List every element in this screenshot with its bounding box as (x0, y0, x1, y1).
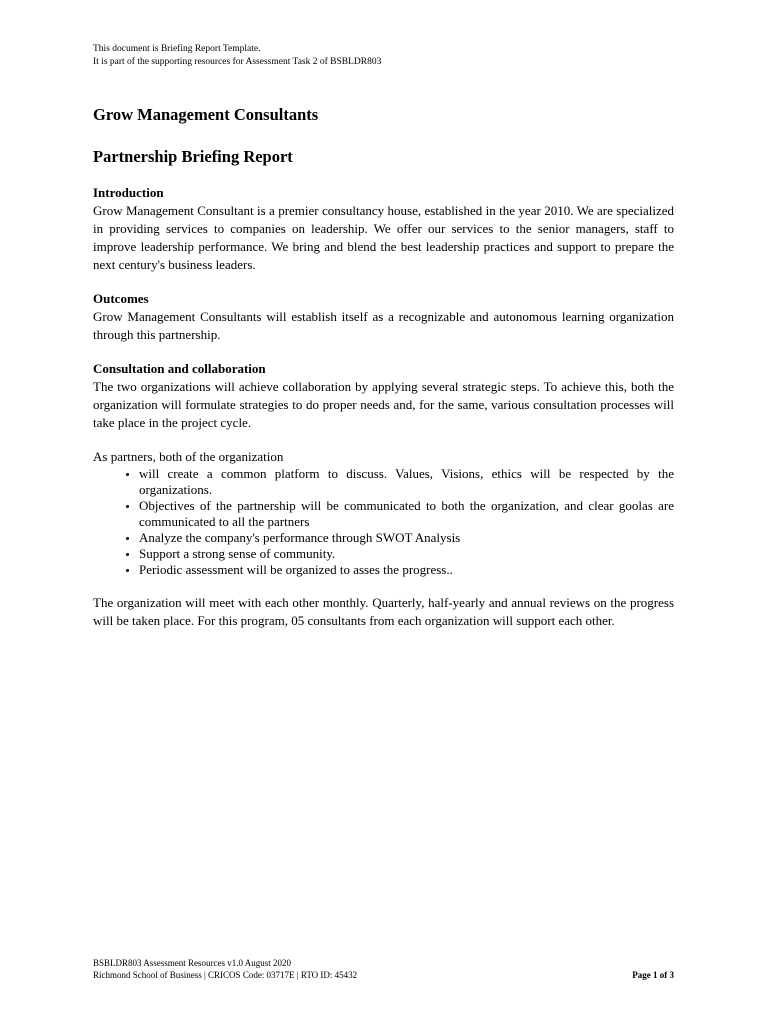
closing-paragraph: The organization will meet with each other monthly. Quarterly, half-yearly and annual reviews on the progress will be taken place. For this program, 05 consultants from each organization will support each other. (93, 595, 674, 628)
footer-line-2: Richmond School of Business | CRICOS Code: 03717E | RTO ID: 45432 (93, 970, 358, 980)
consultation-body: The two organizations will achieve collaboration by applying several strategic steps. To achieve this, both the organization will formulate strategies to do proper needs and, for the same, various consultation processes will take place in the project cycle. (93, 379, 674, 430)
introduction-body: Grow Management Consultant is a premier consultancy house, established in the year 2010. We are specialized in providing services to companies on leadership. We offer our services to the senior managers, staff to improve leadership performance. We bring and blend the best leadership practices and support to prepare the next century's business leaders. (93, 203, 674, 272)
introduction-heading: Introduction (93, 185, 164, 200)
consultation-section (93, 360, 674, 432)
list-item: • will create a common platform to discuss. Values, Visions, ethics will be respected by the organizations. (139, 466, 674, 498)
page-number: Page 1 of 3 (632, 970, 674, 980)
footer-line-1: BSBLDR803 Assessment Resources v1.0 August 2020 (93, 958, 292, 968)
list-item: • Analyze the company's performance through SWOT Analysis (139, 530, 674, 546)
partners-lead: As partners, both of the organization (93, 449, 284, 464)
consultation-heading: Consultation and collaboration (93, 361, 266, 376)
outcomes-body: Grow Management Consultants will establish itself as a recognizable and autonomous learning organization through this partnership. (93, 309, 674, 342)
page-footer (93, 957, 674, 981)
document-body (93, 104, 674, 630)
list-item: • Support a strong sense of community. (139, 546, 674, 562)
outcomes-section (93, 290, 674, 344)
partner-bullet-list (93, 466, 674, 578)
header-line-1: This document is Briefing Report Template. (93, 44, 261, 54)
introduction-section (93, 184, 674, 274)
header-line-2: It is part of the supporting resources for Assessment Task 2 of BSBLDR803 (93, 57, 382, 67)
list-item: • Periodic assessment will be organized to asses the progress.. (139, 562, 674, 578)
list-item: • Objectives of the partnership will be communicated to both the organization, and clear goolas are communicated to all the partners (139, 498, 674, 530)
document-subtitle: Partnership Briefing Report (93, 147, 293, 166)
page-header (93, 43, 381, 69)
footer-row (93, 969, 674, 981)
outcomes-heading: Outcomes (93, 291, 149, 306)
document-title: Grow Management Consultants (93, 105, 319, 124)
